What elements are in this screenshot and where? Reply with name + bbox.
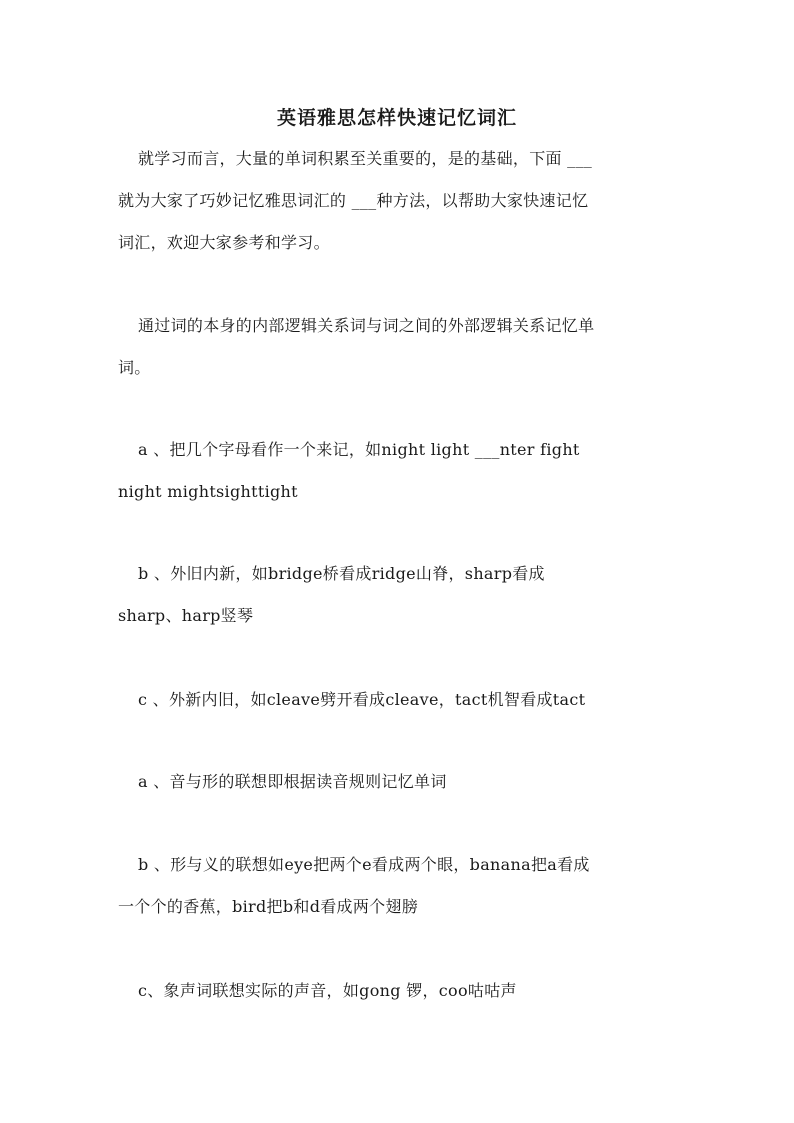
intro-line: 词汇，欢迎大家参考和学习。: [118, 233, 330, 252]
method-line: sharp、harp竖琴: [118, 606, 254, 625]
intro-paragraph: [118, 138, 678, 264]
method-item-6: [118, 970, 678, 1012]
principle-paragraph: [118, 305, 678, 389]
method-line: night mightsighttight: [118, 482, 298, 501]
method-line: c 、外新内旧，如cleave劈开看成cleave，tact机智看成tact: [138, 690, 586, 709]
method-item-1: [118, 429, 678, 513]
principle-line: 词。: [118, 358, 151, 377]
intro-line: 就为大家了巧妙记忆雅思词汇的 ___种方法，以帮助大家快速记忆: [118, 191, 589, 210]
method-line: 一个个的香蕉，bird把b和d看成两个翅膀: [118, 897, 419, 916]
method-line: a 、把几个字母看作一个来记，如night light ___nter fight: [138, 440, 580, 459]
method-item-5: [118, 844, 678, 928]
method-item-4: [118, 761, 678, 803]
principle-line: 通过词的本身的内部逻辑关系词与词之间的外部逻辑关系记忆单: [138, 316, 595, 335]
intro-line: 就学习而言，大量的单词积累至关重要的，是的基础，下面 ___: [138, 149, 593, 168]
method-line: b 、形与义的联想如eye把两个e看成两个眼，banana把a看成: [138, 855, 590, 874]
method-line: b 、外旧内新，如bridge桥看成ridge山脊，sharp看成: [138, 564, 545, 583]
method-item-2: [118, 553, 678, 637]
document-title: 英语雅思怎样快速记忆词汇: [276, 107, 517, 129]
method-line: c、象声词联想实际的声音，如gong 锣，coo咕咕声: [138, 981, 517, 1000]
method-line: a 、音与形的联想即根据读音规则记忆单词: [138, 772, 447, 791]
method-item-3: [118, 679, 678, 721]
